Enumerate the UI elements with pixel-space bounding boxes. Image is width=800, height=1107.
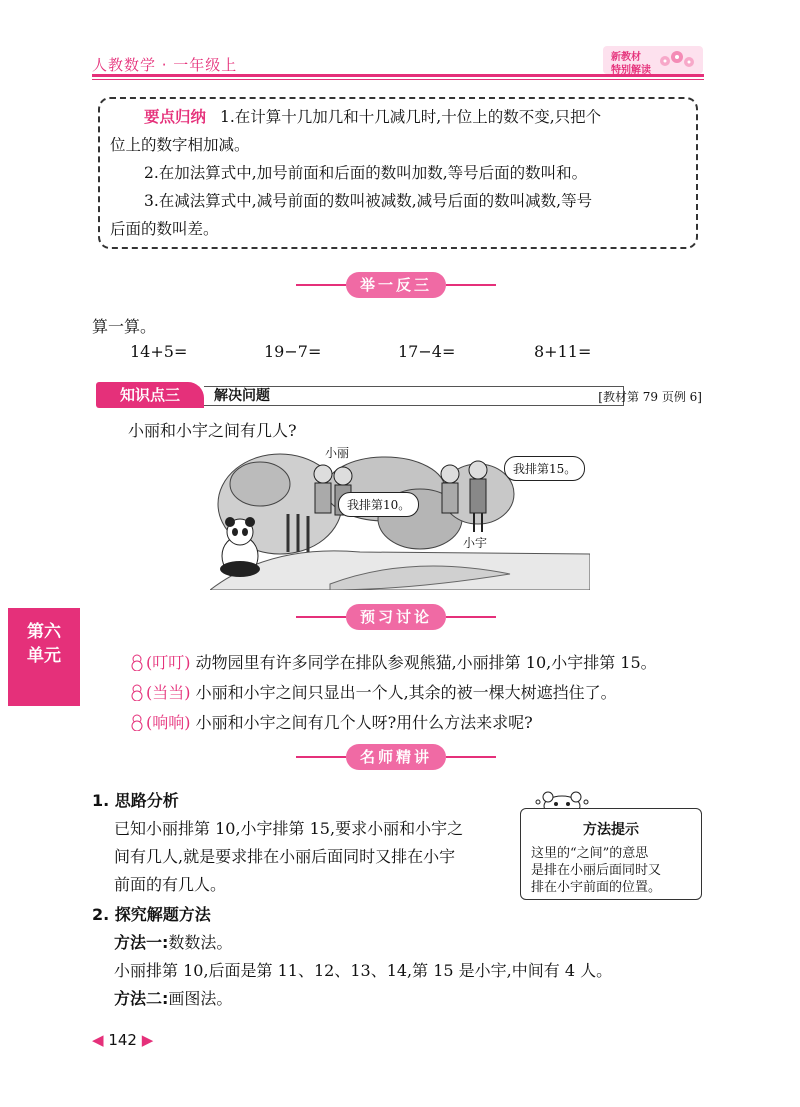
speaker-dangdang: (当当) — [146, 683, 191, 702]
question-text: 小丽和小宇之间有几人? — [128, 421, 297, 440]
key-points-box — [98, 97, 698, 249]
methods-heading: 2. 探究解题方法 — [92, 905, 211, 924]
discussion-line-1 — [128, 650, 657, 673]
page-number: 142 — [108, 1031, 137, 1049]
analysis-heading: 1. 思路分析 — [92, 791, 179, 810]
badge-line-2: 特别解读 — [611, 65, 651, 76]
practice-problem-4: 8+11= — [534, 342, 592, 361]
method-2-label: 方法二: — [114, 989, 169, 1008]
key-points-label: 要点归纳 — [144, 108, 207, 126]
teacher-banner — [296, 744, 496, 770]
key-point-3: 3.在减法算式中,减号前面的数叫被减数,减号后面的数叫减数,等号 — [144, 192, 593, 210]
speech-bubble-15: 我排第15。 — [504, 456, 585, 481]
method-2-name: 画图法。 — [168, 989, 233, 1008]
method-tip-line-1: 这里的“之间”的意思 — [531, 846, 649, 861]
prev-arrow-icon: ◀ — [92, 1031, 104, 1049]
discussion-text-1: 动物园里有许多同学在排队参观熊猫,小丽排第 10,小宇排第 15。 — [195, 653, 657, 672]
book-title: 人教数学 · 一年级上 — [92, 56, 238, 74]
discussion-line-3 — [128, 710, 533, 733]
label-xiaoli: 小丽 — [325, 446, 350, 460]
snowman-icon — [128, 653, 146, 671]
discussion-text-3: 小丽和小宇之间有几个人呀?用什么方法来求呢? — [195, 713, 533, 732]
speech-bubble-10: 我排第10。 — [338, 492, 419, 517]
discussion-text-2: 小丽和小宇之间只显出一个人,其余的被一棵大树遮挡住了。 — [195, 683, 617, 702]
method-tip-title: 方法提示 — [583, 822, 639, 838]
practice-instruction: 算一算。 — [92, 317, 157, 336]
method-1-label: 方法一: — [114, 933, 169, 952]
unit-side-tab — [8, 608, 80, 706]
page-number-group — [92, 1031, 153, 1049]
unit-side-line-1: 第六 — [27, 622, 61, 642]
method-1-detail: 小丽排第 10,后面是第 11、12、13、14,第 15 是小宇,中间有 4 人。 — [114, 961, 613, 980]
practice-banner — [296, 272, 496, 298]
teacher-banner-label: 名师精讲 — [346, 744, 446, 770]
discussion-line-2 — [128, 680, 617, 703]
badge-line-1: 新教材 — [611, 52, 641, 63]
analysis-line-2: 间有几人,就是要求排在小丽后面同时又排在小宇 — [114, 847, 456, 866]
knowledge-point-bar — [96, 382, 702, 408]
practice-problem-2: 19−7= — [264, 342, 322, 361]
speaker-dingding: (叮叮) — [146, 653, 191, 672]
speaker-xiangxiang: (响响) — [146, 713, 191, 732]
snowman-icon — [128, 713, 146, 731]
method-2 — [114, 986, 232, 1009]
practice-problem-3: 17−4= — [398, 342, 456, 361]
preview-banner — [296, 604, 496, 630]
edition-badge — [603, 46, 703, 74]
method-1-name: 数数法。 — [168, 933, 233, 952]
header-rule-thin — [92, 79, 704, 80]
practice-banner-label: 举一反三 — [346, 272, 446, 298]
method-tip-box — [520, 808, 702, 900]
flower-decoration-icon — [655, 49, 699, 71]
key-point-2: 2.在加法算式中,加号前面和后面的数叫加数,等号后面的数叫和。 — [144, 164, 588, 182]
analysis-line-1: 已知小丽排第 10,小宇排第 15,要求小丽和小宇之 — [114, 819, 464, 838]
method-1 — [114, 930, 232, 953]
key-point-3-cont: 后面的数叫差。 — [110, 220, 219, 238]
next-arrow-icon: ▶ — [141, 1031, 154, 1049]
analysis-line-3: 前面的有几人。 — [114, 875, 227, 894]
key-point-1: 1.在计算十几加几和十几减几时,十位上的数不变,只把个 — [220, 108, 602, 126]
textbook-reference: [教材第 79 页例 6] — [598, 390, 702, 404]
preview-banner-label: 预习讨论 — [346, 604, 446, 630]
method-tip-line-2: 是排在小丽后面同时又 — [531, 863, 662, 878]
practice-problem-1: 14+5= — [130, 342, 188, 361]
key-point-1-cont: 位上的数字相加减。 — [110, 136, 250, 154]
knowledge-point-title: 解决问题 — [204, 386, 624, 406]
snowman-icon — [128, 683, 146, 701]
label-xiaoyu: 小宇 — [463, 536, 488, 550]
method-tip-line-3: 排在小宇前面的位置。 — [531, 880, 662, 895]
unit-side-line-2: 单元 — [27, 646, 61, 666]
knowledge-point-tab: 知识点三 — [96, 382, 204, 408]
